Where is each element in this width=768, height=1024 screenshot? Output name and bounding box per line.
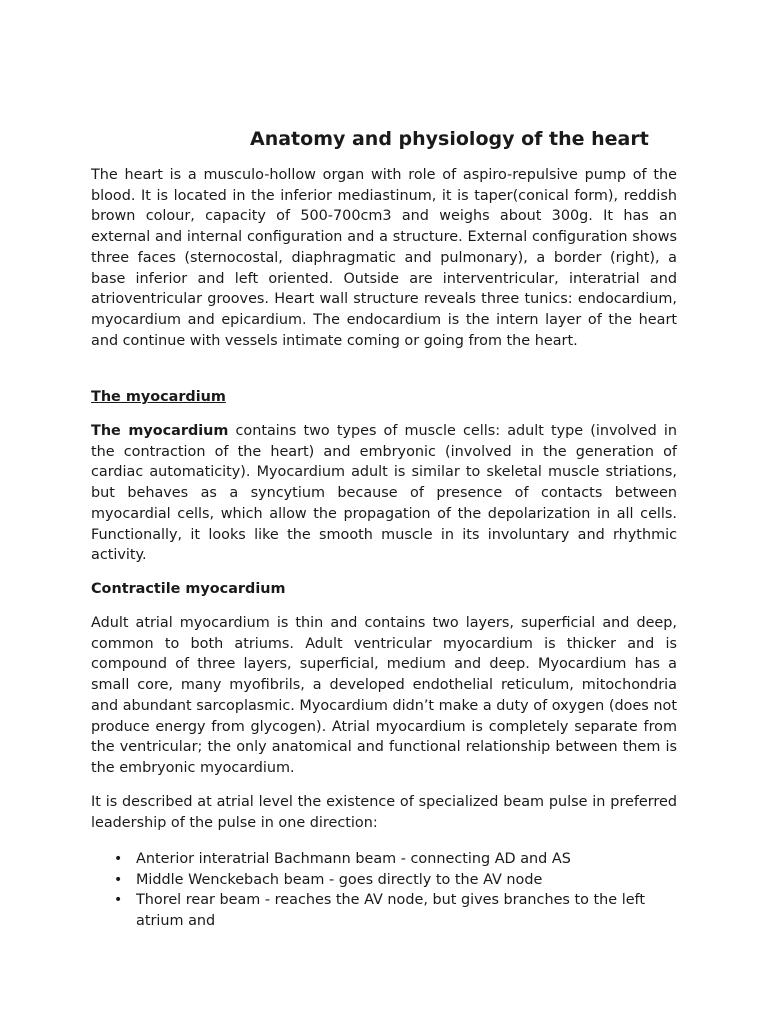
list-item-text: Thorel rear beam - reaches the AV node, but gives branches to the left atrium and: [136, 892, 646, 930]
bullet-icon: •: [114, 871, 123, 888]
myocardium-paragraph-text: contains two types of muscle cells: adult type (involved in the contraction of the heart) and embryonic (involved in the generation of cardiac automaticity). Myocardium adult is similar to skeletal muscle striations, but behaves as a syncytium because of presence of contacts between myocardial cells, which allow the propagation of the depolarization in all cells. Functionally, it looks like the smooth muscle in its involuntary and rhythmic activity.: [91, 423, 677, 564]
bullet-icon: •: [114, 851, 123, 867]
beam-list: [91, 849, 677, 932]
contractile-paragraph: Adult atrial myocardium is thin and contains two layers, superficial and deep, common to both atriums. Adult ventricular myocardium is thicker and is compound of three layers, superficial, medium and deep. Myocardium has a small core, many myofibrils, a developed endothelial reticulum, mitochondria and abundant sarcoplasmic. Myocardium didn’t make a duty of oxygen (does not produce energy from glycogen). Atrial myocardium is completely separate from the ventricular; the only anatomical and functional relationship between them is the embryonic myocardium.: [91, 615, 677, 776]
myocardium-lead-term: The myocardium: [91, 423, 229, 439]
myocardium-paragraph: [91, 421, 677, 566]
section-heading-contractile: Contractile myocardium: [91, 581, 286, 597]
list-item-text: Anterior interatrial Bachmann beam - connecting AD and AS: [136, 851, 571, 867]
list-item: [91, 890, 677, 931]
section-heading-myocardium: The myocardium: [91, 389, 226, 405]
page-title: Anatomy and physiology of the heart: [250, 128, 649, 150]
list-item: [91, 870, 677, 891]
list-item: [91, 849, 677, 870]
bullet-icon: •: [114, 892, 123, 909]
intro-paragraph: The heart is a musculo-hollow organ with role of aspiro-repulsive pump of the blood. It is located in the inferior mediastinum, it is taper(conical form), reddish brown colour, capacity of 500-700cm3 and weighs about 300g. It has an external and internal configuration and a structure. External configuration shows three faces (sternocostal, diaphragmatic and pulmonary), a border (right), a base inferior and left oriented. Outside are interventricular, interatrial and atrioventricular grooves. Heart wall structure reveals three tunics: endocardium, myocardium and epicardium. The endocardium is the intern layer of the heart and continue with vessels intimate coming or going from the heart.: [91, 167, 677, 349]
list-item-text: Middle Wenckebach beam - goes directly to the AV node: [136, 871, 543, 888]
beam-intro-paragraph: It is described at atrial level the existence of specialized beam pulse in preferred leadership of the pulse in one direction:: [91, 794, 677, 831]
